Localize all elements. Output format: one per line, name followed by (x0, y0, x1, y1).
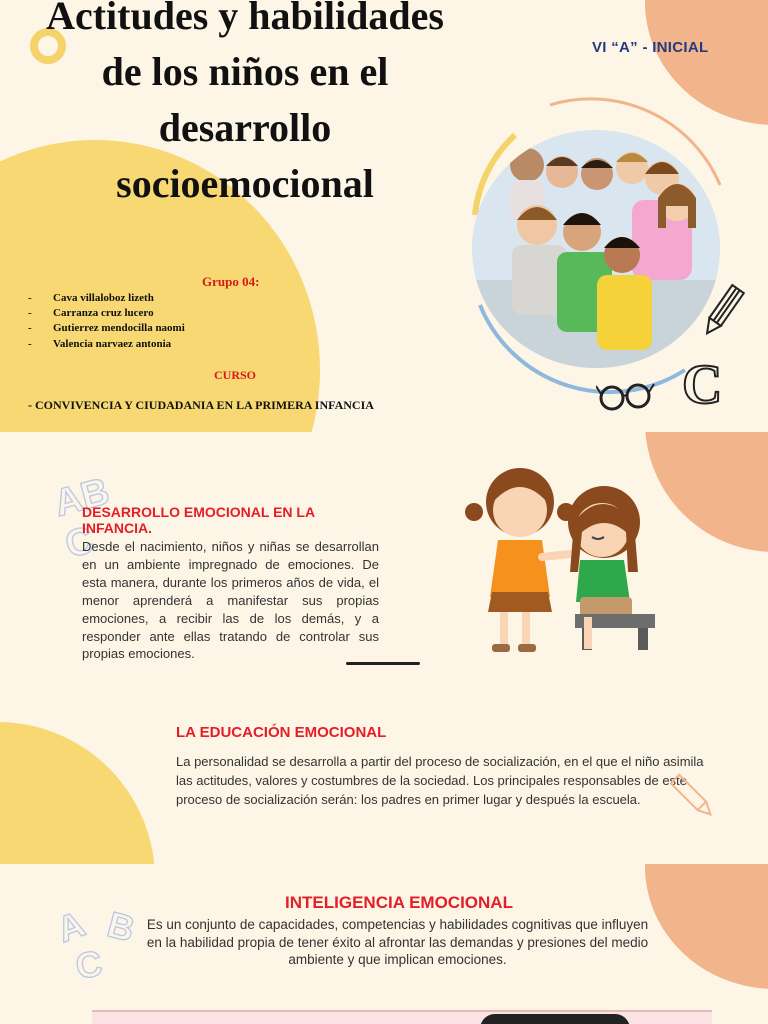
bottom-pill-decoration (480, 1014, 630, 1024)
section-title: INTELIGENCIA EMOCIONAL (285, 893, 513, 912)
abc-letters-icon: A B C (51, 902, 140, 987)
list-item: - Gutierrez mendocilla naomi (28, 321, 185, 336)
member-name: Gutierrez mendocilla naomi (53, 322, 185, 335)
member-name: Carranza cruz lucero (53, 307, 154, 320)
course-label: CURSO (214, 368, 257, 382)
section-title: DESARROLLO EMOCIONAL EN LA INFANCIA. (82, 504, 315, 536)
member-name: Cava villaloboz lizeth (53, 292, 154, 304)
peach-circle-decoration (645, 864, 768, 989)
pencil-icon (664, 768, 720, 824)
list-item: - Cava villaloboz lizeth (28, 291, 185, 306)
grade-label: VI “A” - INICIAL (592, 39, 709, 56)
glasses-icon (596, 376, 656, 416)
section-body: Desde el nacimiento, niños y niñas se desarrollan en un ambiente impregnado de emociones. De esta manera, durante los primeros años de vida, el menor aprenderá a manifestar sus propias emociones, a recibir las de los demás, y a responder ante ellas tratando de controlar sus propias emociones. (82, 539, 379, 662)
yellow-circle-decoration (0, 722, 155, 864)
content-page (0, 432, 768, 864)
letter-c-decoration: C (682, 354, 723, 416)
children-group-photo (472, 130, 720, 368)
members-list (28, 291, 185, 352)
list-item: - Valencia narvaez antonia (28, 337, 185, 352)
section-title: LA EDUCACIÓN EMOCIONAL (176, 724, 387, 741)
abc-letters-icon: AB C (49, 470, 114, 567)
course-name: - CONVIVENCIA Y CIUDADANIA EN LA PRIMERA INFANCIA (28, 398, 374, 412)
page-title: Actitudes y habilidades de los niños en el desarrollo socioemocional (46, 0, 444, 206)
group-label: Grupo 04: (202, 274, 260, 289)
member-name: Valencia narvaez antonia (53, 337, 172, 350)
section-body: La personalidad se desarrolla a partir del proceso de socialización, en el que el niño asimila las actitudes, valores y costumbres de la sociedad. Los principales responsables de este proceso de socialización serán: los padres en primer lugar y después la escuela. (176, 754, 704, 808)
content-page (0, 864, 768, 1024)
list-item: - Carranza cruz lucero (28, 306, 185, 321)
underline-stroke (346, 662, 420, 665)
cover-page (0, 0, 768, 432)
children-comforting-illustration (462, 462, 672, 662)
pencil-icon (700, 282, 745, 342)
section-body: Es un conjunto de capacidades, competencias y habilidades cognitivas que influyen en la habilidad propia de tener éxito al afrontar las demandas y presiones del medio ambiente y que implican emociones. (146, 917, 649, 968)
